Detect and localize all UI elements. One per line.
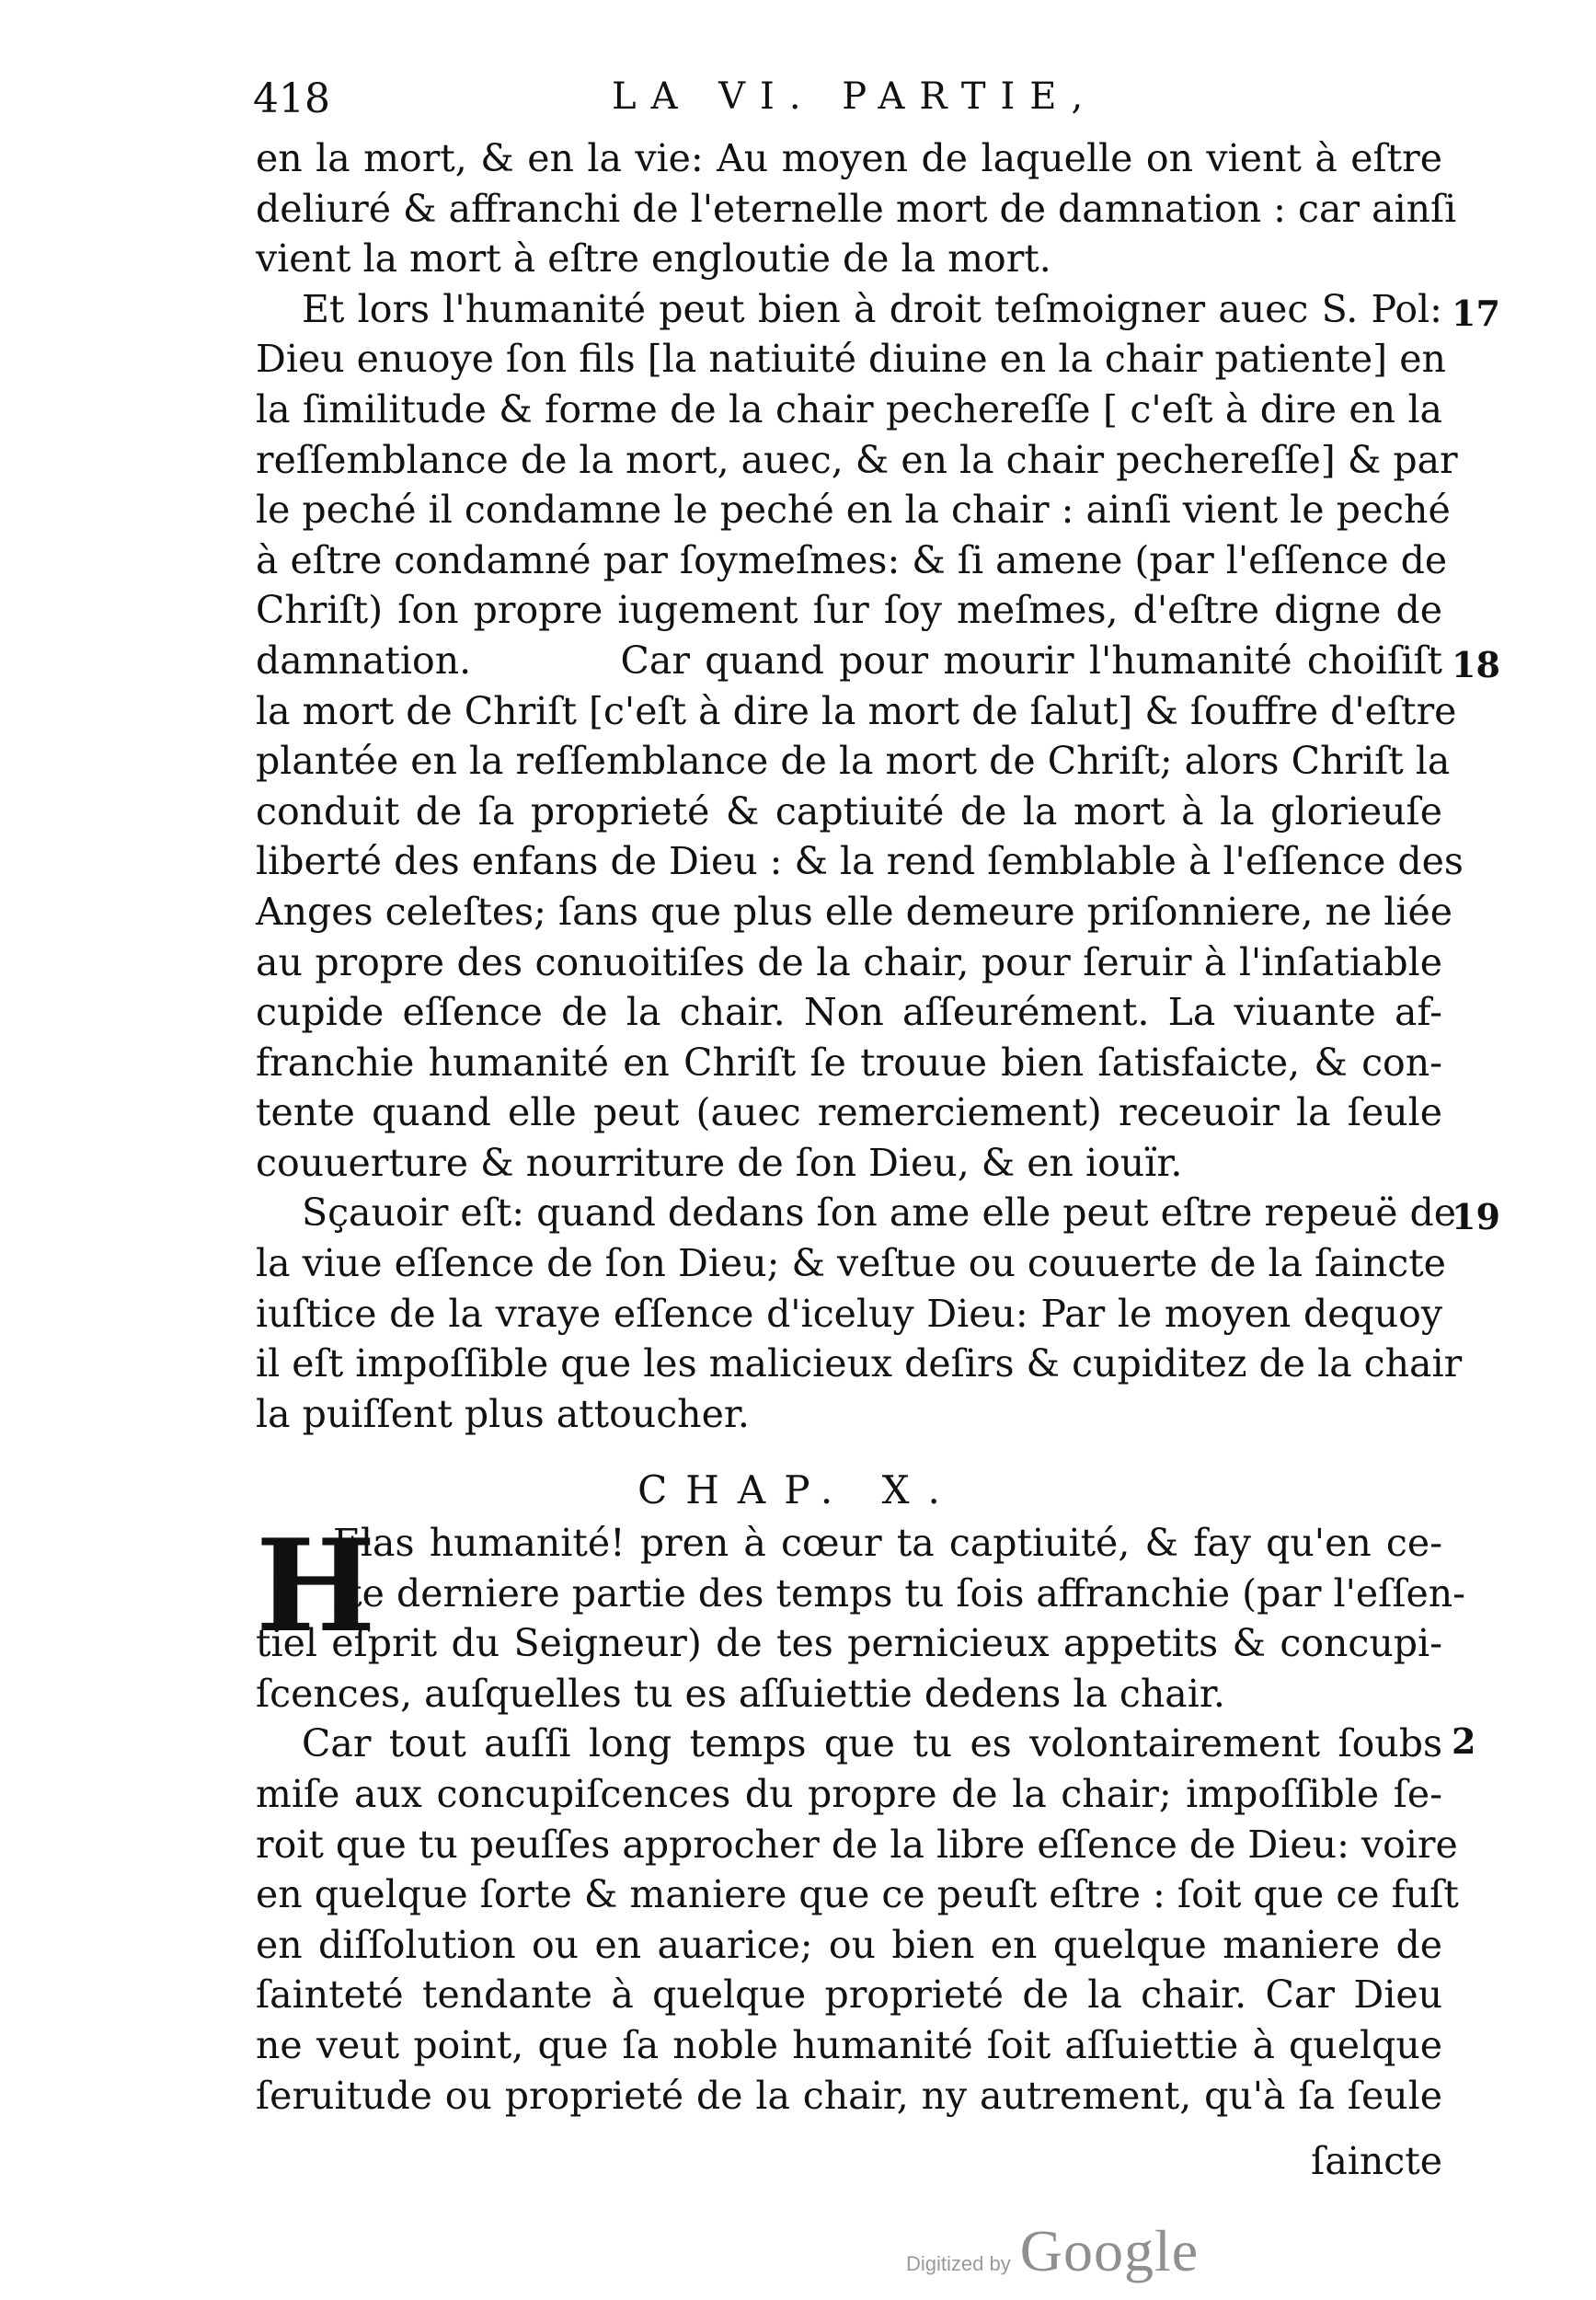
text-line: iuſtice de la vraye eſſence d'iceluy Dieu: Par le moyen dequoy — [256, 1291, 1442, 1336]
text-line: vient la mort à eſtre engloutie de la mort. — [256, 236, 1051, 282]
text-line: Sçauoir eſt: quand dedans ſon ame elle peut eſtre repeuë de — [302, 1190, 1457, 1236]
text-line: Dieu enuoye ſon fils [la natiuité diuine en la chair patiente] en — [256, 337, 1446, 382]
chapter-text — [256, 1511, 1466, 2121]
text-line: en la mort, & en la vie: Au moyen de laquelle on vient à eſtre — [256, 136, 1442, 180]
text-line: tente quand elle peut (auec remerciement) receuoir la ſeule — [256, 1090, 1442, 1135]
text-line: Anges celeſtes; ſans que plus elle demeure priſonniere, ne liée — [256, 889, 1453, 934]
text-line: en quelque ſorte & maniere que ce peuſt eſtre : ſoit que ce fuſt — [256, 1872, 1459, 1917]
text-line: Chriſt) ſon propre iugement ſur ſoy meſmes, d'eſtre digne de — [256, 588, 1442, 633]
text-line: Elas humanité! pren à cœur ta captiuité, & fay qu'en ce- — [333, 1521, 1442, 1565]
text-line: la mort de Chriſt [c'eſt à dire la mort de ſalut] & ſouffre d'eſtre — [256, 688, 1457, 733]
text-line: miſe aux concupiſcences du propre de la chair; impoſſible ſe- — [256, 1771, 1442, 1816]
text-line: ſainteté tendante à quelque proprieté de la chair. Car Dieu — [256, 1972, 1442, 2018]
text-line: Car tout auſſi long temps que tu es volontairement ſoubs — [302, 1721, 1442, 1766]
margin-number: 18 — [1452, 644, 1500, 685]
text-line: en diſſolution ou en auarice; ou bien en quelque maniere de — [256, 1922, 1442, 1967]
text-line: conduit de ſa proprieté & captiuité de la mort à la glorieuſe — [256, 788, 1442, 834]
text-line: ſte derniere partie des temps tu ſois affranchie (par l'eſſen- — [333, 1570, 1466, 1616]
text-line: franchie humanité en Chriſt ſe trouue bien ſatisfaicte, & con- — [256, 1040, 1442, 1085]
text-line: au propre des conuoitiſes de la chair, pour ſeruir à l'inſatiable — [256, 939, 1442, 984]
text-line: roit que tu peuſſes approcher de la libre eſſence de Dieu: voire — [256, 1822, 1458, 1867]
text-line: à eſtre condamné par ſoymeſmes: & ſi amene (par l'eſſence de — [256, 537, 1448, 582]
text-line: damnation. Car quand pour mourir l'humanité choiſiſt — [256, 638, 1442, 683]
text-line: la ſimilitude & forme de la chair pechereſſe [ c'eſt à dire en la — [256, 386, 1442, 431]
margin-number: 19 — [1452, 1196, 1500, 1237]
text-line: liberté des enfans de Dieu : & la rend ſemblable à l'eſſence des — [256, 839, 1464, 884]
text-line: ne veut point, que ſa noble humanité ſoit aſſuiettie à quelque — [256, 2022, 1442, 2067]
digitized-by-footer — [906, 2217, 1199, 2291]
catchword: ſaincte — [1311, 2139, 1442, 2183]
main-text — [256, 133, 1464, 1439]
text-line: deliuré & affranchi de l'eternelle mort de damnation : car ainſi — [256, 186, 1457, 231]
text-line: plantée en la reſſemblance de la mort de Chriſt; alors Chriſt la — [256, 739, 1451, 784]
text-line: Et lors l'humanité peut bien à droit teſmoigner auec S. Pol: — [302, 286, 1442, 331]
text-line: ſcences, auſquelles tu es aſſuiettie dedens la chair. — [256, 1671, 1225, 1716]
margin-number: 17 — [1452, 293, 1500, 334]
page-number: 418 — [253, 75, 330, 122]
text-line: tiel eſprit du Seigneur) de tes pernicieux appetits & concupi- — [256, 1621, 1442, 1666]
text-line: cupide eſſence de la chair. Non aſſeurément. La viuante af- — [256, 990, 1442, 1035]
text-line: la puiſſent plus attoucher. — [256, 1391, 750, 1436]
drop-cap: H — [256, 1511, 376, 1661]
running-title: LA VI. PARTIE, — [612, 75, 1098, 118]
text-line: il eſt impoſſible que les malicieux deſirs & cupiditez de la chair — [256, 1341, 1463, 1386]
text-line: le peché il condamne le peché en la chair : ainſi vient le peché — [256, 488, 1451, 533]
chapter-heading: CHAP. X. — [637, 1467, 959, 1512]
text-line: la viue eſſence de ſon Dieu; & veſtue ou couuerte de la ſaincte — [256, 1241, 1446, 1286]
text-line: couuerture & nourriture de ſon Dieu, & en iouïr. — [256, 1140, 1183, 1185]
google-logo: Google — [1019, 2218, 1200, 2283]
text-line: ſeruitude ou proprieté de la chair, ny autrement, qu'à ſa ſeule — [256, 2073, 1442, 2118]
page-header — [253, 75, 1449, 140]
text-line: reſſemblance de la mort, auec, & en la chair pechereſſe] & par — [256, 437, 1458, 482]
margin-number: 2 — [1452, 1720, 1476, 1762]
digitized-label: Digitized by — [906, 2252, 1011, 2275]
